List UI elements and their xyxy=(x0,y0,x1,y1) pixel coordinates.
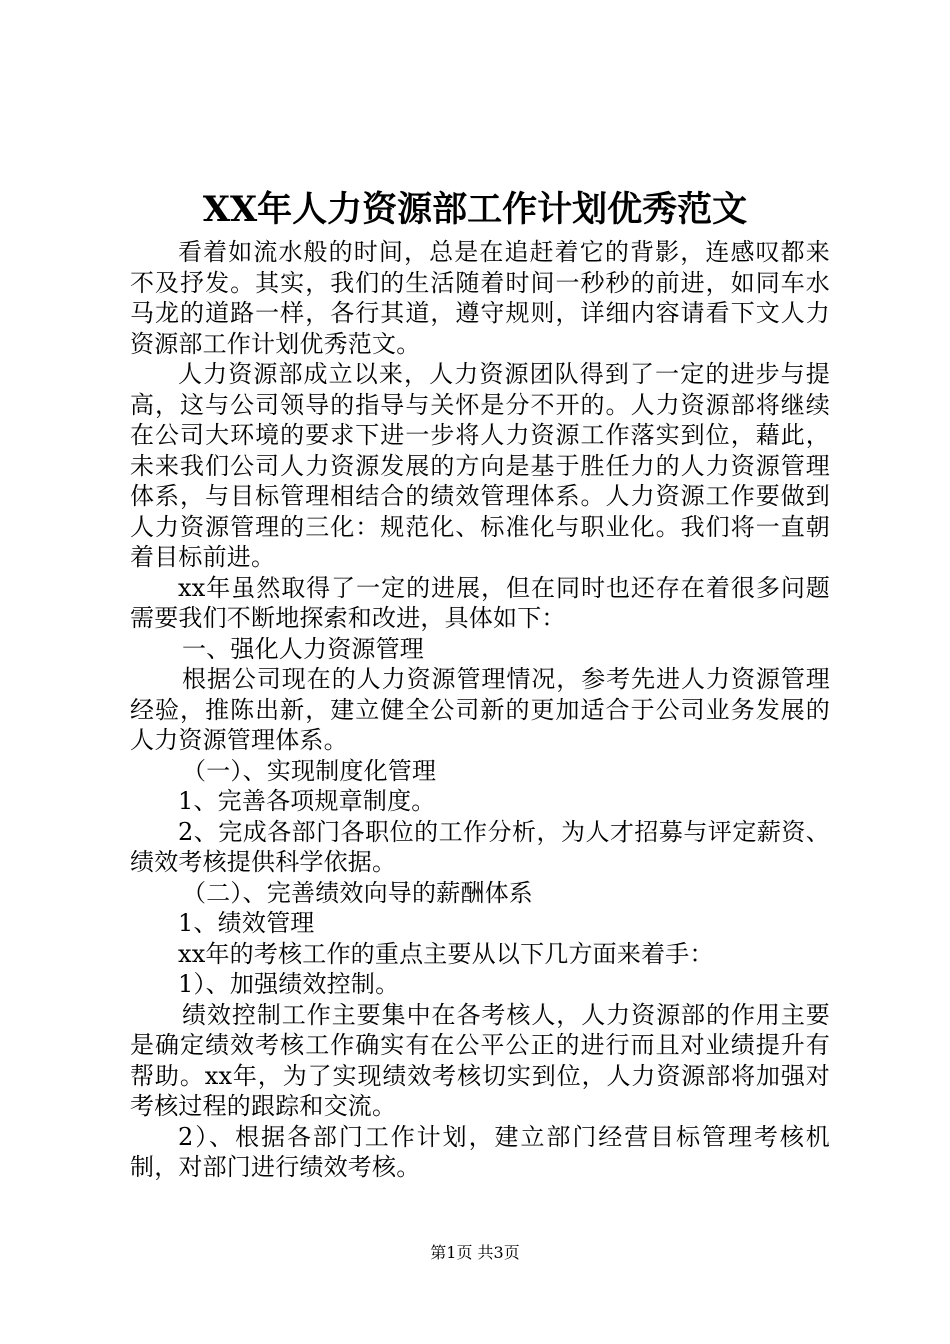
document-body xyxy=(130,237,830,1183)
sub-item-2: 2）、根据各部门工作计划，建立部门经营目标管理考核机制，对部门进行绩效考核。 xyxy=(130,1122,830,1181)
assessment-focus-line: xx年的考核工作的重点主要从以下几方面来着手： xyxy=(178,939,714,968)
subsection-heading-1: （一）、实现制度化管理 xyxy=(182,756,437,785)
page-number-footer: 第1页 共3页 xyxy=(430,1243,520,1262)
section-heading-1: 一、强化人力资源管理 xyxy=(182,634,424,663)
list-item-performance: 1、绩效管理 xyxy=(178,909,315,937)
progress-paragraph: xx年虽然取得了一定的进展，但在同时也还存在着很多问题需要我们不断地探索和改进，具体如下： xyxy=(130,573,830,632)
performance-control-paragraph: 绩效控制工作主要集中在各考核人，人力资源部的作用主要是确定绩效考核工作确实有在公平公正的进行而且对业绩提升有帮助。xx年，为了实现绩效考核切实到位，人力资源部将加强对考核过程的跟踪和交流。 xyxy=(130,1000,830,1120)
list-item-1: 1、完善各项规章制度。 xyxy=(178,787,436,815)
department-overview-paragraph: 人力资源部成立以来，人力资源团队得到了一定的进步与提高，这与公司领导的指导与关怀是分不开的。人力资源部将继续在公司大环境的要求下进一步将人力资源工作落实到位，藉此，未来我们公司人力资源发展的方向是基于胜任力的人力资源管理体系，与目标管理相结合的绩效管理体系。人力资源工作要做到人力资源管理的三化：规范化、标准化与职业化。我们将一直朝着目标前进。 xyxy=(130,360,830,571)
list-item-2: 2、完成各部门各职位的工作分析，为人才招募与评定薪资、绩效考核提供科学依据。 xyxy=(130,817,830,876)
section-1-paragraph: 根据公司现在的人力资源管理情况，参考先进人力资源管理经验，推陈出新，建立健全公司新的更加适合于公司业务发展的人力资源管理体系。 xyxy=(130,665,830,754)
document-title: XX年人力资源部工作计划优秀范文 xyxy=(202,189,748,230)
subsection-heading-2: （二）、完善绩效向导的薪酬体系 xyxy=(182,878,533,907)
intro-paragraph: 看着如流水般的时间，总是在追赶着它的背影，连感叹都来不及抒发。其实，我们的生活随着时间一秒秒的前进，如同车水马龙的道路一样，各行其道，遵守规则，详细内容请看下文人力资源部工作计划优秀范文。 xyxy=(130,238,830,358)
sub-item-1: 1）、加强绩效控制。 xyxy=(178,970,400,998)
